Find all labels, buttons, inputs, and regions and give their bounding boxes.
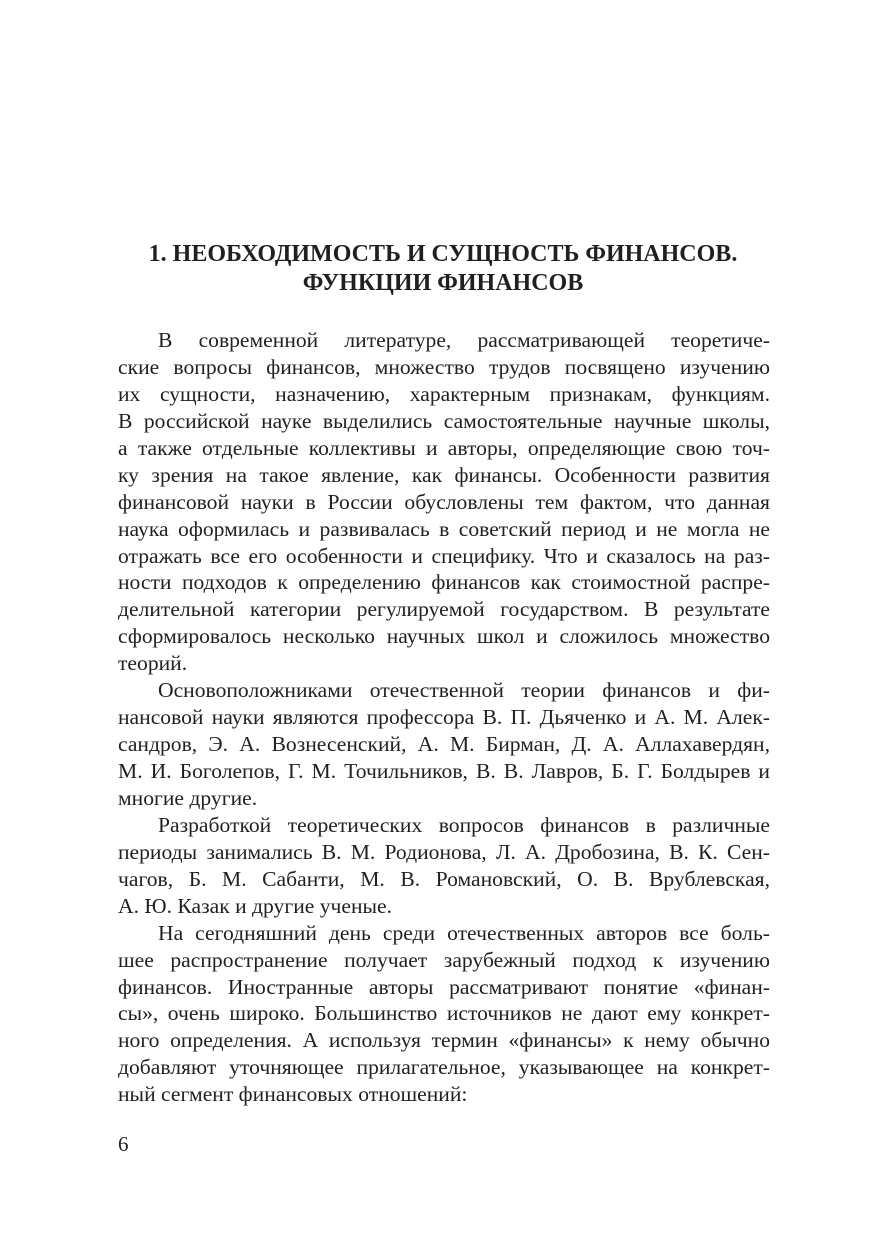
page-number: 6 bbox=[118, 1132, 129, 1156]
text-line: шее распространение получает зарубежный подход к изучению bbox=[118, 947, 770, 972]
text-line: их сущности, назначению, характерным признакам, функциям. bbox=[118, 381, 770, 406]
text-line: В российской науке выделились самостоятельные научные школы, bbox=[118, 408, 770, 433]
text-line: финансовой науки в России обусловлены тем фактом, что данная bbox=[118, 489, 770, 514]
text-line: ские вопросы финансов, множество трудов посвящено изучению bbox=[118, 354, 770, 379]
text-line: Разработкой теоретических вопросов финансов в различные bbox=[158, 812, 770, 837]
text-line: ности подходов к определению финансов как стоимостной распре- bbox=[118, 570, 770, 595]
chapter-title-line-1: 1. НЕОБХОДИМОСТЬ И СУЩНОСТЬ ФИНАНСОВ. bbox=[148, 241, 738, 267]
text-line: теорий. bbox=[118, 651, 188, 676]
text-line: отражать все его особенности и специфику. Что и сказалось на раз- bbox=[118, 543, 770, 568]
text-line: наука оформилась и развивалась в советский период и не могла не bbox=[118, 516, 770, 541]
paragraph-1 bbox=[118, 327, 770, 677]
body-text bbox=[118, 327, 770, 1108]
text-line: сформировалось несколько научных школ и сложилось множество bbox=[118, 624, 770, 649]
text-line: М. И. Боголепов, Г. М. Точильников, В. В. Лавров, Б. Г. Болдырев и bbox=[118, 759, 770, 783]
text-line: сы», очень широко. Большинство источников не дают ему конкрет- bbox=[118, 1001, 770, 1026]
text-line: делительной категории регулируемой государством. В результате bbox=[118, 597, 770, 622]
text-line: ный сегмент финансовых отношений: bbox=[118, 1082, 468, 1107]
text-line: Основоположниками отечественной теории финансов и фи- bbox=[158, 678, 770, 703]
text-line: ного определения. А используя термин «финансы» к нему обычно bbox=[118, 1028, 770, 1053]
text-line: многие другие. bbox=[118, 785, 258, 810]
text-line: а также отдельные коллективы и авторы, определяющие свою точ- bbox=[118, 435, 770, 460]
text-line: ку зрения на такое явление, как финансы. Особенности развития bbox=[118, 462, 770, 487]
text-line: В современной литературе, рассматривающей теоретиче- bbox=[158, 328, 770, 352]
text-line: сандров, Э. А. Вознесенский, А. М. Бирман, Д. А. Аллахавердян, bbox=[118, 732, 770, 757]
chapter-title bbox=[118, 240, 768, 298]
paragraph-2 bbox=[118, 677, 770, 812]
text-line: А. Ю. Казак и другие ученые. bbox=[118, 893, 393, 918]
paragraph-3 bbox=[118, 812, 770, 920]
text-line: нансовой науки являются профессора В. П. Дьяченко и А. М. Алек- bbox=[118, 705, 770, 730]
text-line: чагов, Б. М. Сабанти, М. В. Романовский, О. В. Врублевская, bbox=[118, 866, 770, 891]
chapter-title-line-2: ФУНКЦИИ ФИНАНСОВ bbox=[302, 270, 584, 296]
text-line: На сегодняшний день среди отечественных авторов все боль- bbox=[158, 920, 770, 945]
text-line: финансов. Иностранные авторы рассматривают понятие «финан- bbox=[118, 974, 770, 999]
paragraph-4 bbox=[118, 920, 770, 1109]
text-line: периоды занимались В. М. Родионова, Л. А. Дробозина, В. К. Сен- bbox=[118, 839, 770, 864]
text-line: добавляют уточняющее прилагательное, указывающее на конкрет- bbox=[118, 1055, 770, 1080]
